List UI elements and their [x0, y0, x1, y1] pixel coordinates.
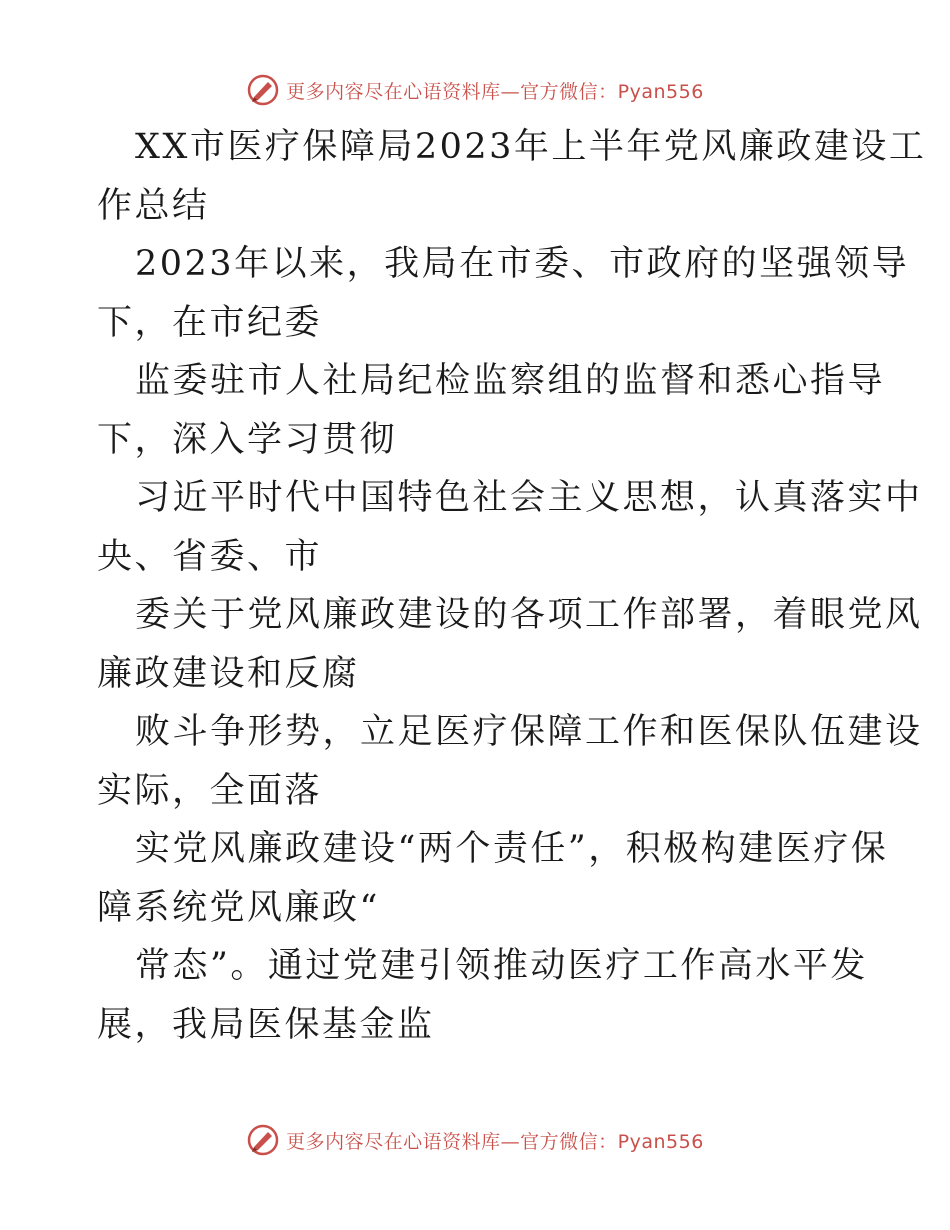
paragraph-4: 习近平时代中国特色社会主义思想，认真落实中 央、省委、市 — [97, 478, 923, 577]
document-body — [97, 118, 927, 1054]
paragraph-3: 监委驻市人社局纪检监察组的监督和悉心指导 下，深入学习贯彻 — [97, 361, 886, 460]
paragraph-7: 实党风廉政建设“两个责任”，积极构建医疗保 障系统党风廉政“ — [97, 829, 889, 928]
paragraph-5: 委关于党风廉政建设的各项工作部署，着眼党风 廉政建设和反腐 — [97, 595, 923, 694]
watermark-footer — [0, 1120, 950, 1160]
paragraph-1: XX市医疗保障局2023年上半年党风廉政建设工 作总结 — [97, 127, 927, 226]
paragraph-2: 2023年以来，我局在市委、市政府的坚强领导 下，在市纪委 — [97, 244, 910, 343]
watermark-text: 更多内容尽在心语资料库—官方微信：Pyan556 — [286, 80, 704, 103]
paragraph-8: 常态”。通过党建引领推动医疗工作高水平发 展，我局医保基金监 — [97, 946, 868, 1045]
watermark-text: 更多内容尽在心语资料库—官方微信：Pyan556 — [286, 1130, 704, 1153]
paragraph-6: 败斗争形势，立足医疗保障工作和医保队伍建设 实际，全面落 — [97, 712, 923, 811]
watermark-header — [0, 70, 950, 110]
pen-logo-icon — [246, 73, 280, 107]
pen-logo-icon — [246, 1123, 280, 1157]
